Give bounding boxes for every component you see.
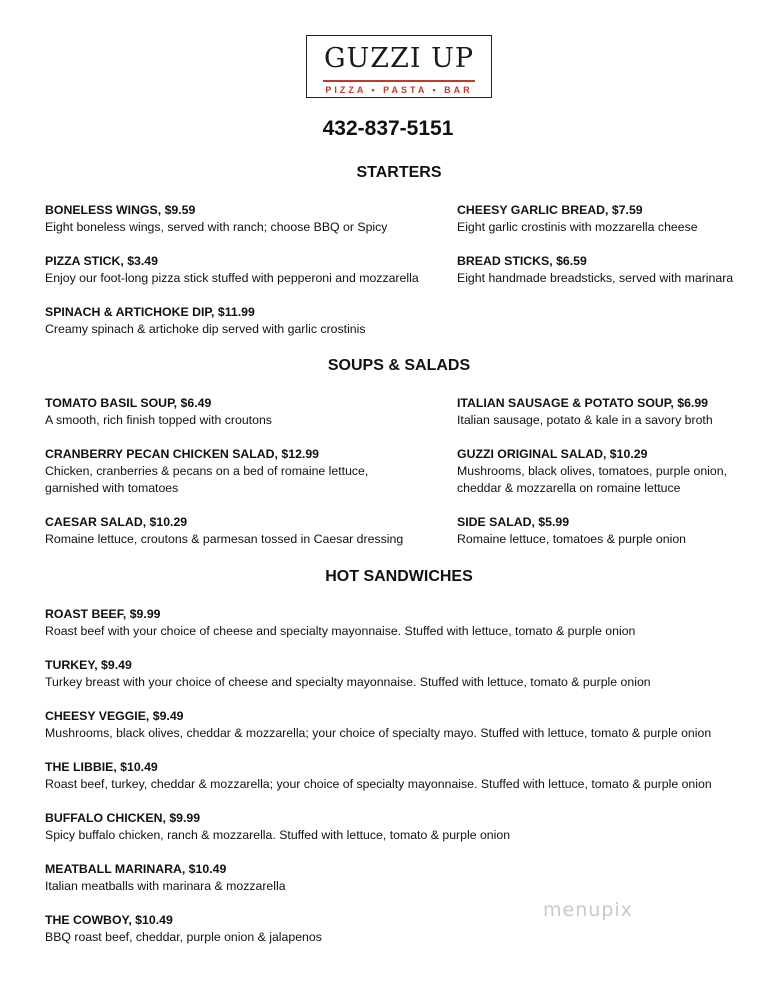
- menu-item: [457, 202, 769, 236]
- item-name: PIZZA STICK, $3.49: [45, 254, 158, 268]
- item-name: SIDE SALAD, $5.99: [457, 515, 570, 529]
- item-description: Spicy buffalo chicken, ranch & mozzarella. Stuffed with lettuce, tomato & purple onion: [45, 828, 511, 842]
- section-title-starters: STARTERS: [356, 164, 442, 181]
- item-name: ROAST BEEF, $9.99: [45, 607, 161, 621]
- item-name: CAESAR SALAD, $10.29: [45, 515, 188, 529]
- item-name: ITALIAN SAUSAGE & POTATO SOUP, $6.99: [457, 396, 708, 410]
- item-description: A smooth, rich finish topped with croutons: [45, 413, 272, 427]
- menu-item: [45, 446, 390, 497]
- item-description: Turkey breast with your choice of cheese and specialty mayonnaise. Stuffed with lettuce, tomato & purple onion: [45, 675, 651, 689]
- menu-item: [45, 912, 765, 946]
- item-description: Mushrooms, black olives, cheddar & mozzarella; your choice of specialty mayo. Stuffed with lettuce, tomato & purple onion: [45, 726, 712, 740]
- item-name: CHEESY GARLIC BREAD, $7.59: [457, 203, 643, 217]
- section-title-soups-salads: SOUPS & SALADS: [327, 357, 471, 374]
- item-description: Mushrooms, black olives, tomatoes, purple onion, cheddar & mozzarella on romaine lettuce: [457, 464, 727, 495]
- restaurant-logo: [306, 35, 492, 98]
- item-description: Italian sausage, potato & kale in a savory broth: [457, 413, 713, 427]
- item-description: Romaine lettuce, tomatoes & purple onion: [457, 532, 686, 546]
- logo-name: GUZZI UP: [323, 43, 474, 74]
- item-name: BUFFALO CHICKEN, $9.99: [45, 811, 201, 825]
- item-name: CHEESY VEGGIE, $9.49: [45, 709, 184, 723]
- phone-number: 432-837-5151: [322, 117, 454, 140]
- item-name: THE COWBOY, $10.49: [45, 913, 173, 927]
- menu-item: [45, 759, 765, 793]
- item-name: THE LIBBIE, $10.49: [45, 760, 158, 774]
- item-name: GUZZI ORIGINAL SALAD, $10.29: [457, 447, 648, 461]
- watermark-text: menupix: [543, 899, 633, 921]
- menu-item: [45, 606, 765, 640]
- menu-item: [457, 446, 752, 497]
- menu-item: [45, 514, 445, 548]
- menu-item: [45, 395, 445, 429]
- item-description: Roast beef, turkey, cheddar & mozzarella; your choice of specialty mayonnaise. Stuffed with lettuce, tomato & purple onion: [45, 777, 712, 791]
- item-name: SPINACH & ARTICHOKE DIP, $11.99: [45, 305, 255, 319]
- menu-item: [45, 202, 445, 236]
- item-name: BREAD STICKS, $6.59: [457, 254, 587, 268]
- menu-item: [45, 304, 445, 338]
- menu-item: [45, 810, 765, 844]
- logo-divider: [323, 80, 475, 82]
- menu-item: [457, 514, 769, 548]
- item-description: Enjoy our foot-long pizza stick stuffed with pepperoni and mozzarella: [45, 271, 419, 285]
- item-description: Eight garlic crostinis with mozzarella cheese: [457, 220, 698, 234]
- menu-item: [457, 253, 769, 287]
- item-name: MEATBALL MARINARA, $10.49: [45, 862, 227, 876]
- menu-item: [45, 253, 445, 287]
- logo-tagline: PIZZA • PASTA • BAR: [325, 85, 473, 95]
- menu-item: [457, 395, 769, 429]
- item-description: Eight handmade breadsticks, served with marinara: [457, 271, 734, 285]
- item-description: BBQ roast beef, cheddar, purple onion & jalapenos: [45, 930, 322, 944]
- item-name: TOMATO BASIL SOUP, $6.49: [45, 396, 212, 410]
- item-description: Romaine lettuce, croutons & parmesan tossed in Caesar dressing: [45, 532, 404, 546]
- menu-item: [45, 861, 765, 895]
- item-name: TURKEY, $9.49: [45, 658, 132, 672]
- item-name: CRANBERRY PECAN CHICKEN SALAD, $12.99: [45, 447, 320, 461]
- item-name: BONELESS WINGS, $9.59: [45, 203, 196, 217]
- item-description: Creamy spinach & artichoke dip served with garlic crostinis: [45, 322, 366, 336]
- menu-item: [45, 708, 765, 742]
- item-description: Chicken, cranberries & pecans on a bed of romaine lettuce, garnished with tomatoes: [45, 464, 369, 495]
- menu-item: [45, 657, 765, 691]
- section-title-hot-sandwiches: HOT SANDWICHES: [325, 568, 473, 585]
- item-description: Roast beef with your choice of cheese and specialty mayonnaise. Stuffed with lettuce, tomato & purple onion: [45, 624, 636, 638]
- item-description: Eight boneless wings, served with ranch; choose BBQ or Spicy: [45, 220, 388, 234]
- item-description: Italian meatballs with marinara & mozzarella: [45, 879, 286, 893]
